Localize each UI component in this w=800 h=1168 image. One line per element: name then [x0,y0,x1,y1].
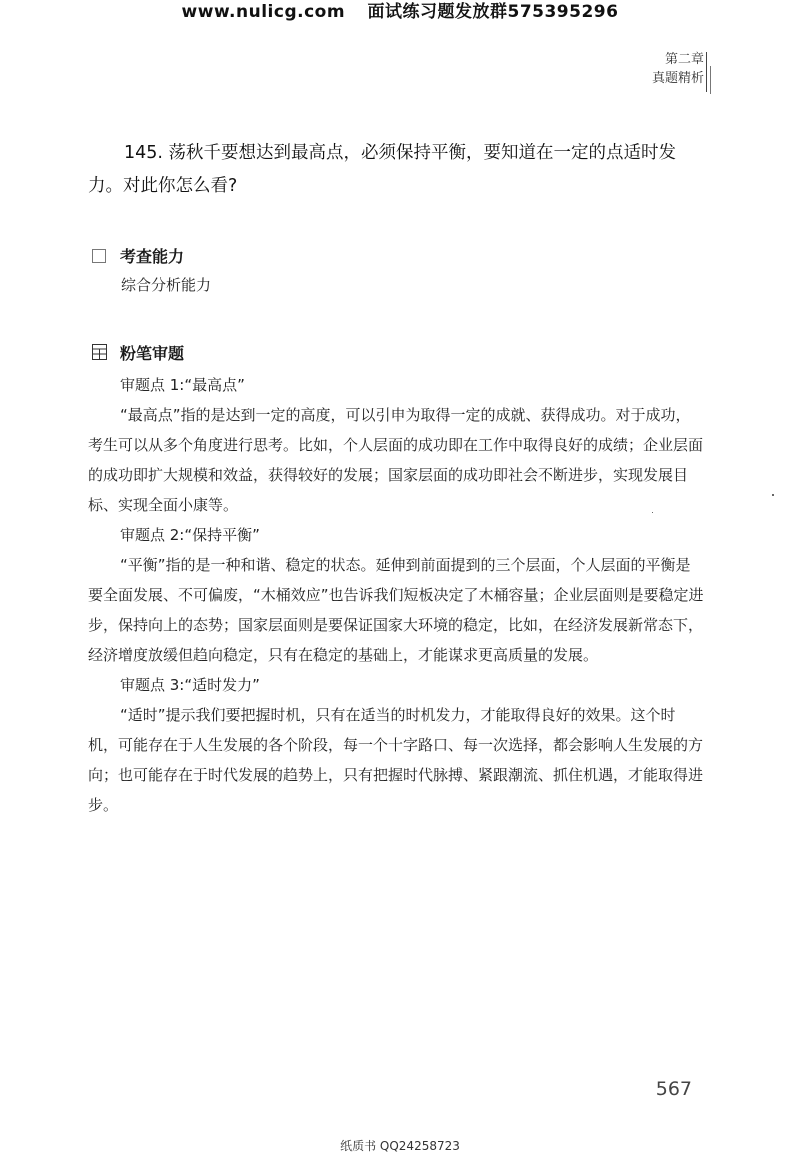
review-points [88,370,704,820]
question-text: 145. 荡秋千要想达到最高点，必须保持平衡，要知道在一定的点适时发力。对此你怎么看? [88,143,677,196]
chapter-divider-secondary [710,66,711,94]
ability-section-icon [92,249,106,263]
scan-credit: 纸质书 QQ24258723 [340,1139,460,1153]
chapter-divider [706,52,707,92]
review-point-text: “适时”提示我们要把握时机，只有在适当的时机发力，才能取得良好的效果。这个时机，可能存在于人生发展的各个阶段，每一个十字路口、每一次选择，都会影响人生发展的方向；也可能存在于时代发展的趋势上，只有把握时代脉搏、紧跟潮流、抓住机遇，才能取得进步。 [88,706,704,814]
chapter-subtitle: 真题精析 [651,71,704,86]
review-heading [92,341,184,364]
review-point-label: 审题点 1:“最高点” [120,376,245,394]
review-point-label: 审题点 3:“适时发力” [120,676,260,694]
chapter-title: 第二章 [664,52,704,67]
review-heading-label: 粉笔审题 [120,344,185,363]
ability-value: 综合分析能力 [121,276,212,294]
review-section-icon [92,344,107,360]
ability-heading [92,244,184,267]
scan-speck [652,512,653,513]
watermark-domain: www.nulicg.com [181,2,346,22]
watermark-group: 面试练习题发放群575395296 [367,2,619,22]
watermark-header [0,0,800,24]
page-number: 567 [655,1078,692,1100]
chapter-tab [652,50,704,88]
scan-speck [772,494,774,496]
review-point-label: 审题点 2:“保持平衡” [120,526,260,544]
review-point-text: “平衡”指的是一种和谐、稳定的状态。延伸到前面提到的三个层面，个人层面的平衡是要全面发展、不可偏废，“木桶效应”也告诉我们短板决定了木桶容量；企业层面则是要稳定进步，保持向上的态势；国家层面则是要保证国家大环境的稳定，比如，在经济发展新常态下，经济增度放缓但趋向稳定，只有在稳定的基础上，才能谋求更高质量的发展。 [88,556,704,664]
review-point-text: “最高点”指的是达到一定的高度，可以引申为取得一定的成就、获得成功。对于成功，考生可以从多个角度进行思考。比如，个人层面的成功即在工作中取得良好的成绩；企业层面的成功即扩大规模和效益，获得较好的发展；国家层面的成功即社会不断进步，实现发展目标、实现全面小康等。 [88,406,704,514]
ability-heading-label: 考查能力 [120,247,185,266]
